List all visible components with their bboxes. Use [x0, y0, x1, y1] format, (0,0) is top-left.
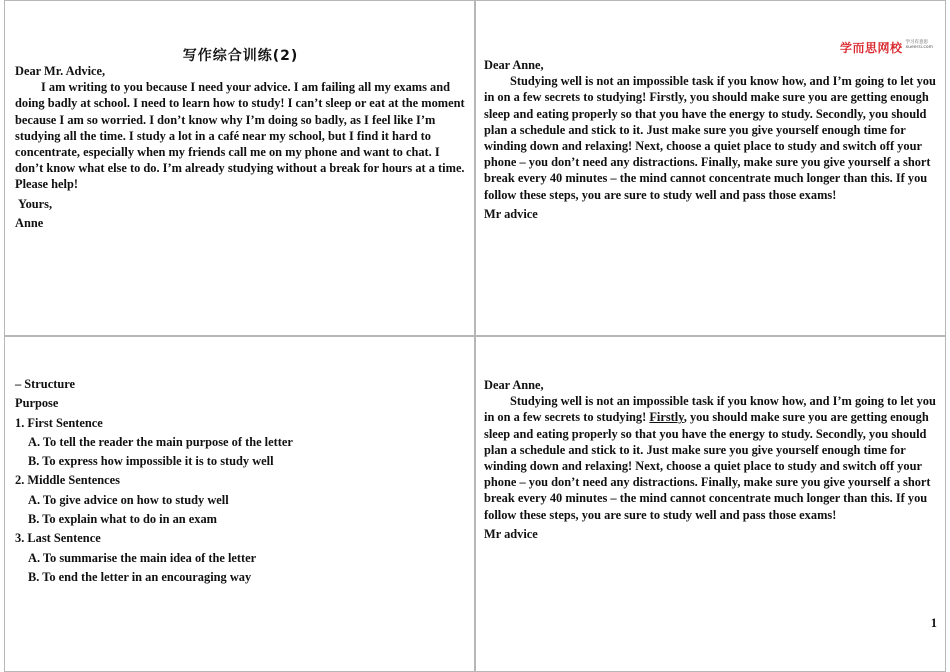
option-1b: B. To express how impossible it is to study well [28, 454, 274, 469]
signature: Mr advice [484, 206, 538, 221]
logo-sub1: 学习有意思 [905, 40, 928, 45]
slide-reply-annotated [475, 336, 946, 672]
option-2b: B. To explain what to do in an exam [28, 512, 217, 527]
structure-list [15, 375, 470, 587]
letter-reply [484, 57, 936, 222]
underlined-word: Firstly [649, 410, 684, 425]
closing: Yours, [18, 196, 53, 211]
page-number: 1 [930, 616, 937, 630]
section-last: 3. Last Sentence [15, 531, 101, 546]
slide-reply-letter [475, 0, 946, 336]
letter-body: Studying well is not an impossible task if you know how, and I’m going to let you in on a few secrets to studying! Firstly, you should make sure you are getting enough sleep and eating properly so that you have the energy to study. Secondly, you should plan a schedule and stick to it. Just make sure you give yourself enough time for winding down and relaxing! Next, choose a quiet place to study and switch off your phone – you don’t need any distractions. Finally, make sure you give yourself a short break every 40 minutes – the mind cannot concentrate much longer than this. If you follow these steps, you are sure to study well and pass those exams! [484, 74, 936, 202]
salutation: Dear Anne, [484, 58, 544, 72]
letter-body [484, 393, 936, 523]
letter-anne [15, 63, 470, 231]
section-middle: 2. Middle Sentences [15, 473, 120, 488]
logo-text: 学而思网校 [839, 41, 903, 55]
slide-letter-from-anne [4, 0, 475, 336]
logo-sub2: xueersi.com [905, 45, 933, 50]
salutation: Dear Mr. Advice, [15, 64, 106, 78]
option-1a: A. To tell the reader the main purpose of the letter [28, 434, 293, 449]
option-2a: A. To give advice on how to study well [28, 492, 229, 507]
body-part-1: Studying well is not an impossible task if you know how, and I’m going to let you in on a few secrets to studying! [484, 394, 936, 425]
body-part-2: , you should make sure you are getting enough sleep and eating properly so that you have the energy to study. Secondly, you should plan a schedule and stick to it. Just make sure you give yourself enough time for winding down and relaxing! Next, choose a quiet place to study and switch off your phone – you don’t need any distractions. Finally, make sure you give yourself a short break every 40 minutes – the mind cannot concentrate much longer than this. If you follow these steps, you are sure to study well and pass those exams! [484, 410, 931, 522]
brand-logo [840, 39, 933, 56]
option-3b: B. To end the letter in an encouraging way [28, 569, 252, 584]
purpose-label: Purpose [15, 396, 59, 411]
section-first: 1. First Sentence [15, 415, 103, 430]
page-title: 写作综合训练(2) [182, 48, 299, 64]
signature: Anne [15, 215, 44, 230]
salutation: Dear Anne, [484, 378, 544, 392]
slide-structure [4, 336, 475, 672]
letter-body: I am writing to you because I need your advice. I am failing all my exams and doing badly at school. I need to learn how to study! I can’t sleep or eat at the moment because I am so worried. I don’t know why I’m doing so badly, as I feel like I’m studying all the time. I study a lot in a café near my school, but I find it hard to concentrate, especially when my friends call me on my phone and want to chat. I don’t know what else to do. I’m already studying without a break for hours at a time. Please help! [15, 80, 465, 192]
logo-subtext [905, 40, 933, 50]
option-3a: A. To summarise the main idea of the letter [28, 550, 257, 565]
letter-reply-annotated [484, 377, 936, 542]
signature: Mr advice [484, 526, 538, 541]
structure-heading: – Structure [15, 377, 75, 391]
